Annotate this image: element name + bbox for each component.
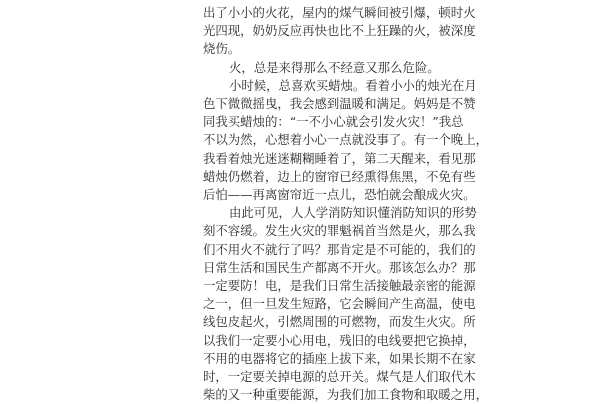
text-line: 烧伤。 <box>203 41 241 57</box>
text-line: 一定要防！电，是我们日常生活接触最亲密的能源 <box>203 278 476 294</box>
text-line: 同我买蜡烛的：“一不小心就会引发火灾！”我总 <box>203 114 464 130</box>
text-line: 出了小小的火花，屋内的煤气瞬间被引爆，顿时火 <box>203 5 476 20</box>
article-text <box>203 4 488 404</box>
text-line: 线包皮起火，引燃周围的可燃物，而发生火灾。所 <box>203 314 476 330</box>
text-line: 由此可见，人人学消防知识懂消防知识的形势 <box>229 205 477 221</box>
paragraph-2 <box>203 59 440 77</box>
text-line: 刻不容缓。发生火灾的罪魁祸首当然是火，那么我 <box>203 223 476 239</box>
text-line: 光四现，奶奶反应再快也比不上狂躁的火，被深度 <box>203 23 476 39</box>
text-line: 小时候，总喜欢买蜡烛。看着小小的烛光在月 <box>229 77 477 93</box>
text-line: 以我们一定要小心用电，残旧的电线要把它换掉， <box>203 332 476 348</box>
paragraph-4 <box>203 204 488 404</box>
text-line: 火，总是来得那么不经意又那么危险。 <box>229 59 440 75</box>
text-line: 不用的电器将它的插座上拔下来，如果长期不在家 <box>203 350 476 366</box>
paragraph-3 <box>203 77 488 204</box>
text-line: 们不用火不就行了吗？那肯定是不可能的，我们的 <box>203 241 476 257</box>
text-line: 柴的又一种重要能源，为我们加工食物和取暖之用， <box>203 387 488 403</box>
paragraph-1 <box>203 4 476 59</box>
text-line: 之一，但一旦发生短路，它会瞬间产生高温，使电 <box>203 296 476 312</box>
text-line: 我看着烛光迷迷糊糊睡着了，第二天醒来，看见那 <box>203 150 476 166</box>
text-line: 不以为然，心想着小心一点就没事了。有一个晚上， <box>203 132 488 148</box>
text-line: 色下微微摇曳，我会感到温暖和满足。妈妈是不赞 <box>203 96 476 112</box>
text-line: 日常生活和国民生产都离不开火。那该怎么办？那 <box>203 259 476 275</box>
text-line: 蜡烛仍燃着，边上的窗帘已经熏得焦黑，不免有些 <box>203 168 476 184</box>
text-line: 时，一定要关掉电源的总开关。煤气是人们取代木 <box>203 369 476 385</box>
text-line: 后怕——再离窗帘近一点儿，恐怕就会酿成火灾。 <box>203 187 476 203</box>
